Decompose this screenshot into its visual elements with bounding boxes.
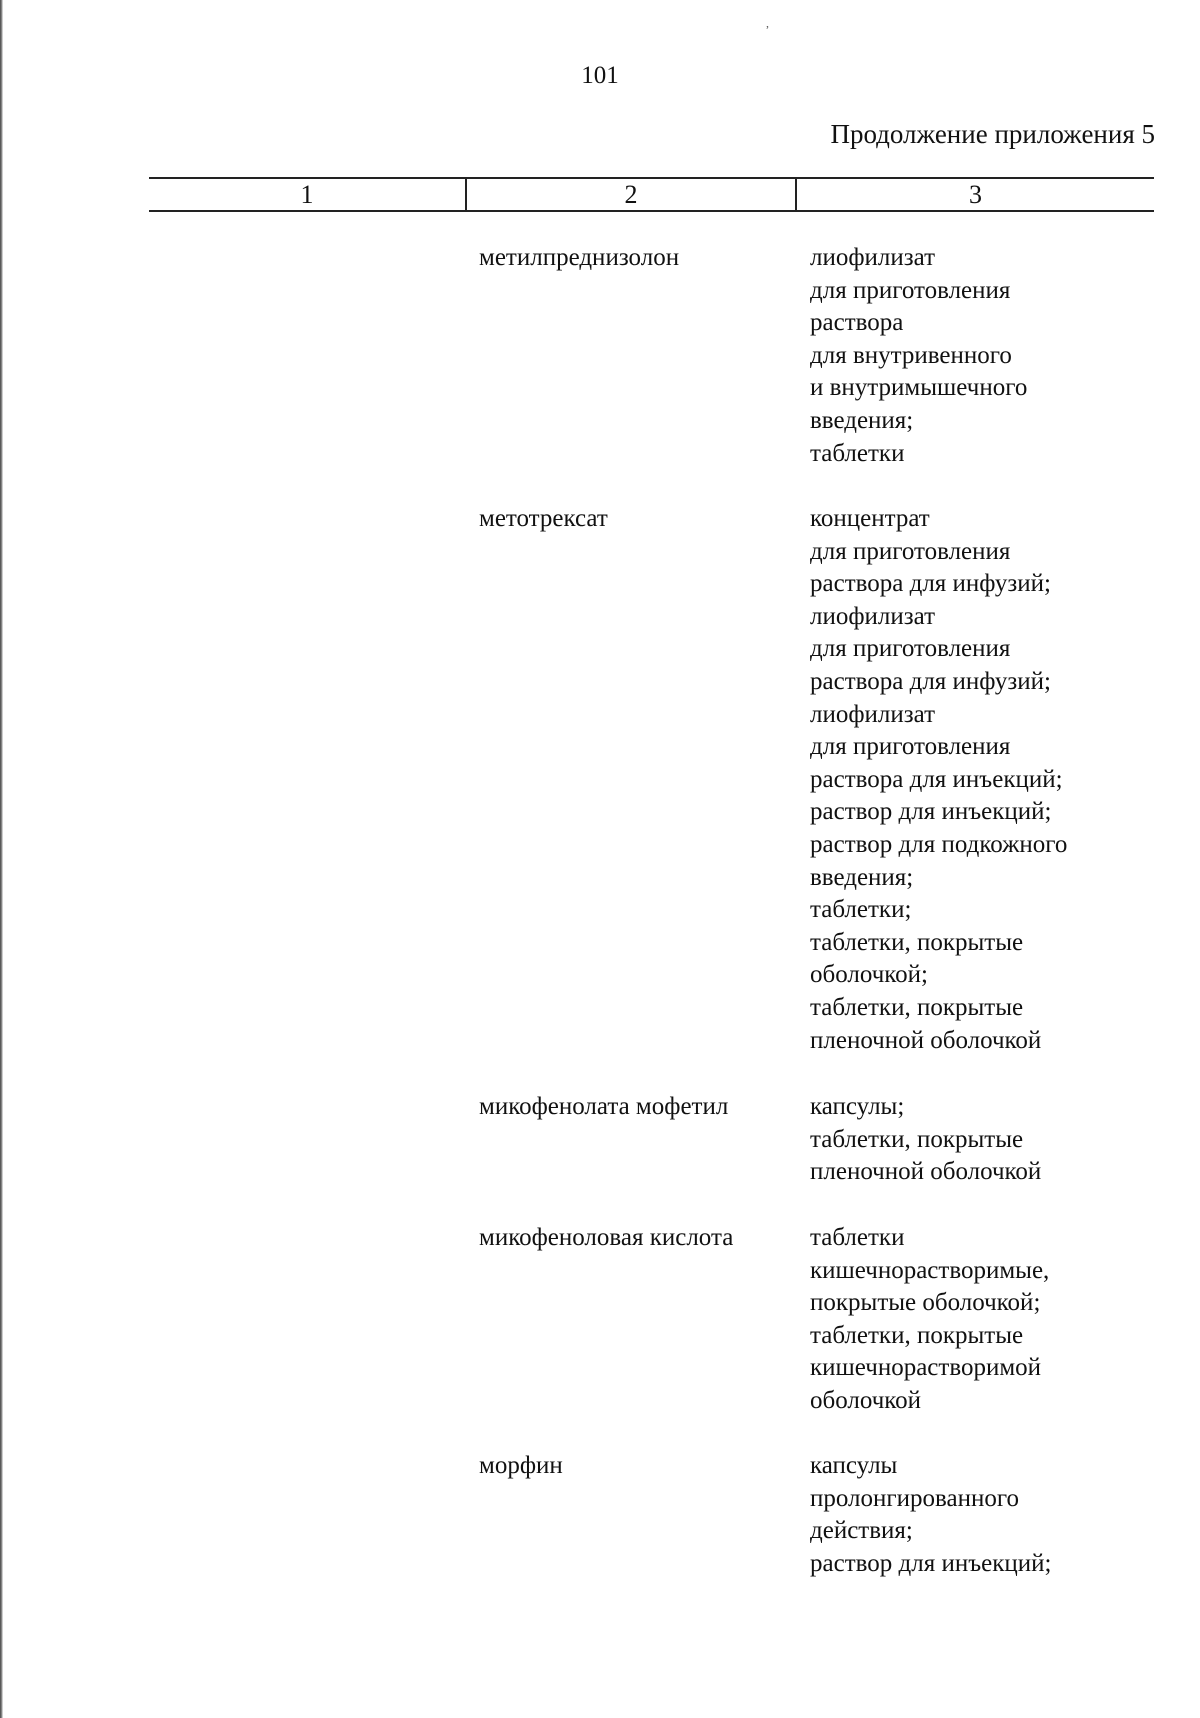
dosage-form-line: таблетки; <box>810 896 912 924</box>
dosage-form-line: пленочной оболочкой <box>810 1158 1042 1186</box>
dosage-form-line: кишечнорастворимые, <box>810 1256 1050 1284</box>
dosage-form-line: лиофилизат <box>810 602 936 630</box>
dosage-form-line: раствора для инфузий; <box>810 667 1051 695</box>
dosage-form-line: для внутривенного <box>810 341 1012 369</box>
dosage-form-line: раствор для инъекций; <box>810 1549 1052 1577</box>
dosage-form-line: пролонгированного <box>810 1484 1019 1512</box>
dosage-forms <box>810 1450 1051 1580</box>
dosage-form-line: раствор для подкожного <box>810 830 1068 858</box>
dosage-form-line: введения; <box>810 406 914 434</box>
dosage-form-line: лиофилизат <box>810 244 936 271</box>
dosage-form-line: таблетки, покрытые <box>810 928 1024 956</box>
dosage-form-line: таблетки, покрытые <box>810 1321 1024 1349</box>
drug-name: метотрексат <box>479 505 608 532</box>
dosage-form-line: лиофилизат <box>810 700 936 728</box>
dosage-form-line: таблетки, покрытые <box>810 993 1024 1021</box>
dosage-forms <box>810 1222 1049 1418</box>
dosage-form-line: для приготовления <box>810 635 1011 663</box>
drug-name: метилпреднизолон <box>479 244 680 271</box>
drug-name: микофенолата мофетил <box>479 1093 729 1120</box>
drug-name: морфин <box>479 1452 563 1479</box>
dosage-form-line: оболочкой; <box>810 961 928 989</box>
dosage-form-line: кишечнорастворимой <box>810 1354 1042 1382</box>
dosage-form-line: введения; <box>810 863 914 891</box>
table-header-col-3: 3 <box>969 180 982 209</box>
table-header-rule-bottom <box>149 210 1154 212</box>
dosage-form-line: концентрат <box>810 505 930 532</box>
dosage-form-line: таблетки <box>810 1224 905 1251</box>
dosage-form-line: раствора для инфузий; <box>810 570 1051 598</box>
scan-edge <box>0 0 3 1718</box>
dosage-form-line: покрытые оболочкой; <box>810 1289 1041 1317</box>
dosage-form-line: таблетки <box>810 439 905 467</box>
drug-name: микофеноловая кислота <box>479 1224 734 1251</box>
page-number: 101 <box>581 62 619 89</box>
dosage-form-line: пленочной оболочкой <box>810 1026 1042 1054</box>
dosage-form-line: для приготовления <box>810 276 1011 304</box>
appendix-caption: Продолжение приложения 5 <box>830 119 1155 149</box>
dosage-form-line: раствора для инъекций; <box>810 765 1063 793</box>
dosage-form-line: раствора <box>810 309 904 337</box>
dosage-form-line: раствор для инъекций; <box>810 798 1052 826</box>
dosage-form-line: для приготовления <box>810 733 1011 761</box>
dosage-form-line: капсулы; <box>810 1093 905 1120</box>
dosage-form-line: для приготовления <box>810 537 1011 565</box>
table-header-rule-top <box>149 177 1154 179</box>
dosage-forms <box>810 1091 1041 1189</box>
dosage-form-line: действия; <box>810 1517 913 1545</box>
scan-artifact-mark: , <box>766 16 769 30</box>
dosage-forms <box>810 242 1027 470</box>
table-header-col-2: 2 <box>624 180 638 209</box>
dosage-form-line: оболочкой <box>810 1386 922 1414</box>
dosage-form-line: таблетки, покрытые <box>810 1125 1024 1153</box>
dosage-form-line: капсулы <box>810 1452 898 1479</box>
dosage-form-line: и внутримышечного <box>810 374 1028 402</box>
dosage-forms <box>810 503 1067 1057</box>
table-header-col-1: 1 <box>300 180 314 209</box>
